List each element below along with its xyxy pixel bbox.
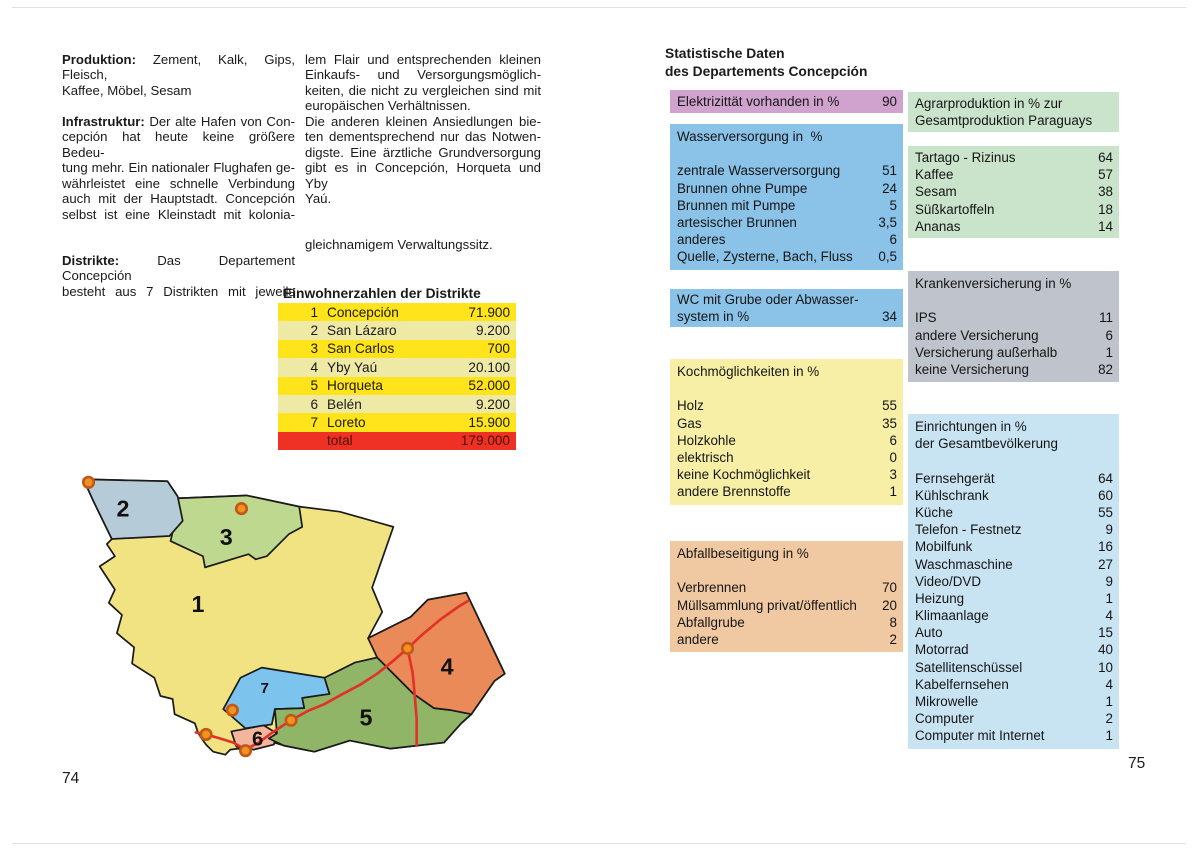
- stat-label: Waschmaschine: [915, 556, 1013, 572]
- stat-value: 27: [1098, 556, 1113, 572]
- text-line: [305, 129, 541, 144]
- district-number: 7: [310, 415, 318, 431]
- stat-value: 64: [1098, 150, 1113, 165]
- stat-row: [670, 466, 903, 483]
- stat-label: Kabelfernsehen: [915, 676, 1009, 692]
- stat-value: 1: [1105, 728, 1113, 744]
- stat-label: Müllsammlung privat/öffentlich: [677, 597, 857, 613]
- district-number: 1: [310, 304, 318, 320]
- text-span: Yaú.: [305, 191, 332, 207]
- stat-label: Wasserversorgung in %: [677, 129, 823, 144]
- map-label-2: 2: [116, 495, 130, 522]
- text-line: [62, 253, 295, 284]
- body-text-column-1: [62, 52, 295, 299]
- stat-value: 57: [1098, 167, 1113, 183]
- stat-row: [908, 183, 1119, 200]
- stat-row: [908, 166, 1119, 183]
- stat-label: elektrisch: [677, 449, 734, 465]
- text-span: ten dementsprechend nur das Notwen-: [305, 129, 541, 145]
- text-line: [305, 83, 541, 98]
- stat-row: [670, 291, 903, 308]
- stat-row: [670, 597, 903, 614]
- stat-row: [908, 487, 1119, 504]
- stat-label: Klimaanlage: [915, 608, 989, 624]
- district-row: [278, 303, 516, 321]
- stat-row: [908, 112, 1119, 129]
- stat-row: [908, 624, 1119, 641]
- stat-value: 14: [1098, 218, 1113, 234]
- text-span: gibt es in Concepción, Horqueta und Yby: [305, 160, 541, 191]
- stat-value: 1: [889, 484, 897, 500]
- stat-label: Satellitenschüssel: [915, 659, 1023, 675]
- stat-label: Abfallbeseitigung in %: [677, 546, 809, 561]
- concepcion-districts-map: [56, 458, 512, 777]
- stat-value: 34: [882, 309, 897, 325]
- stat-row: [908, 504, 1119, 521]
- stat-row: [670, 180, 903, 197]
- statistics-title-line1: Statistische Daten: [665, 46, 785, 61]
- stat-label: Video/DVD: [915, 573, 981, 589]
- stat-label: Versicherung außerhalb: [915, 344, 1058, 360]
- stat-row: [908, 309, 1119, 326]
- stat-value: 3: [889, 467, 897, 483]
- district-row: [278, 377, 516, 395]
- district-row: [278, 358, 516, 376]
- stat-row: [908, 573, 1119, 590]
- district-name: Horqueta: [327, 378, 383, 394]
- stat-row: [908, 292, 1119, 309]
- stat-value: 35: [882, 415, 897, 431]
- stat-label: andere: [677, 631, 719, 647]
- stat-row: [908, 659, 1119, 676]
- district-row: [278, 340, 516, 358]
- stat-row: [908, 149, 1119, 166]
- stat-row: [670, 197, 903, 214]
- stat-value: 15: [1098, 625, 1113, 641]
- stat-row: [908, 693, 1119, 710]
- town-marker: [286, 715, 297, 726]
- stat-row: [670, 162, 903, 179]
- text-span: digste. Eine ärztliche Grundversorgung: [305, 144, 541, 160]
- text-span: gleichnamigem Verwaltungssitz.: [305, 237, 493, 253]
- text-line: [305, 145, 541, 160]
- stat-row: [908, 727, 1119, 744]
- district-total-value: 179.000: [460, 433, 510, 449]
- stat-value: 4: [1105, 676, 1113, 692]
- stat-label: Küche: [915, 504, 953, 520]
- stat-row: [670, 614, 903, 631]
- scan-artifact-line: [12, 843, 1186, 844]
- stat-row: [670, 128, 903, 145]
- district-row: [278, 395, 516, 413]
- text-line: [305, 98, 541, 113]
- stat-value: 9: [1105, 573, 1113, 589]
- stat-row: [670, 231, 903, 248]
- district-total-row: [278, 432, 516, 450]
- stat-row: [670, 483, 903, 500]
- stat-label: Agrarproduktion in % zur: [915, 96, 1063, 111]
- stat-row: [908, 710, 1119, 727]
- stat-table-elektrizitaet: [670, 90, 903, 113]
- text-span: Kaffee, Möbel, Sesam: [62, 82, 192, 98]
- stat-label: Heizung: [915, 590, 965, 606]
- text-line: [62, 52, 295, 83]
- stat-value: 3,5: [878, 214, 897, 230]
- text-line: [305, 207, 541, 222]
- district-row: [278, 321, 516, 339]
- map-label-1: 1: [191, 590, 205, 617]
- stat-value: 24: [882, 180, 897, 196]
- town-marker: [83, 477, 94, 488]
- stat-row: [670, 397, 903, 414]
- stat-label: anderes: [677, 232, 726, 248]
- stat-row: [670, 631, 903, 648]
- town-marker: [402, 643, 413, 654]
- stat-label: Krankenversicherung in %: [915, 276, 1072, 291]
- stat-label: Tartago - Rizinus: [915, 150, 1016, 165]
- stat-row: [908, 607, 1119, 624]
- stat-row: [908, 538, 1119, 555]
- stat-label: Elektrizittät vorhanden in %: [677, 94, 840, 109]
- text-span: selbst ist eine Kleinstadt mit kolonia-: [62, 206, 295, 222]
- stat-row: [908, 641, 1119, 658]
- text-span: cepción hat heute keine größere Bedeu-: [62, 129, 295, 160]
- district-row: [278, 413, 516, 431]
- page-number-left: 74: [62, 770, 80, 787]
- bold-lead: Infrastruktur:: [62, 113, 145, 129]
- stat-value: 64: [1098, 470, 1113, 486]
- stat-label: Fernsehgerät: [915, 470, 995, 486]
- stat-row: [908, 435, 1119, 452]
- stat-row: [670, 579, 903, 596]
- stat-row: [670, 415, 903, 432]
- stat-table-krankenversicherung: [908, 271, 1119, 382]
- stat-row: [670, 545, 903, 562]
- district-number: 6: [310, 396, 318, 412]
- text-span: Zement, Kalk, Gips, Fleisch,: [62, 52, 295, 83]
- town-marker: [240, 745, 251, 756]
- stat-table-agrar-data: [908, 146, 1119, 238]
- town-marker: [201, 729, 212, 740]
- stat-table-kochmoeglichkeiten: [670, 359, 903, 505]
- stat-value: 2: [889, 631, 897, 647]
- stat-row: [670, 562, 903, 579]
- district-name: Belén: [327, 396, 362, 412]
- stat-value: 8: [889, 614, 897, 630]
- map-region-2: [83, 479, 182, 539]
- stat-label: system in %: [677, 309, 750, 325]
- text-line: [62, 160, 295, 175]
- stat-label: Computer mit Internet: [915, 728, 1045, 744]
- stat-value: 51: [882, 163, 897, 179]
- text-line: [62, 237, 295, 252]
- stat-label: andere Brennstoffe: [677, 484, 791, 500]
- text-span: Einkaufs- und Versorgungsmöglich-: [305, 67, 541, 83]
- map-label-3: 3: [219, 524, 233, 551]
- district-number: 5: [310, 378, 318, 394]
- stat-value: 9: [1105, 522, 1113, 538]
- stat-row: [908, 344, 1119, 361]
- stat-value: 18: [1098, 201, 1113, 217]
- stat-value: 6: [889, 232, 897, 248]
- stat-label: Verbrennen: [677, 580, 747, 596]
- district-number: 3: [310, 341, 318, 357]
- stat-row: [908, 556, 1119, 573]
- stat-label: Telefon - Festnetz: [915, 522, 1022, 538]
- text-line: [305, 160, 541, 191]
- stat-label: Gesamtproduktion Paraguays: [915, 113, 1093, 129]
- districts-table: [278, 303, 516, 450]
- stat-label: zentrale Wasserversorgung: [677, 163, 841, 179]
- district-population: 700: [487, 341, 510, 357]
- bold-lead: Distrikte:: [62, 252, 120, 268]
- stat-row: [670, 308, 903, 325]
- stat-value: 5: [889, 197, 897, 213]
- stat-label: keine Kochmöglichkeit: [677, 467, 811, 483]
- stat-table-agrar-header: [908, 92, 1119, 132]
- stat-label: Abfallgrube: [677, 614, 745, 630]
- stat-label: Auto: [915, 625, 943, 641]
- body-text-column-2: [305, 52, 541, 253]
- district-total-label: total: [327, 433, 353, 449]
- stat-row: [908, 418, 1119, 435]
- stat-row: [908, 95, 1119, 112]
- district-population: 20.100: [468, 359, 510, 375]
- stat-label: Ananas: [915, 218, 961, 234]
- town-marker: [236, 503, 247, 514]
- stat-value: 10: [1098, 659, 1113, 675]
- stat-label: Holz: [677, 398, 704, 414]
- stat-row: [908, 676, 1119, 693]
- text-line: [62, 207, 295, 222]
- district-name: Concepción: [327, 304, 399, 320]
- stat-table-wasserversorgung: [670, 124, 903, 270]
- stat-table-wc: [670, 289, 903, 327]
- stat-row: [908, 470, 1119, 487]
- stat-row: [670, 380, 903, 397]
- stat-label: artesischer Brunnen: [677, 214, 797, 230]
- stat-value: 38: [1098, 184, 1113, 200]
- stat-value: 6: [1105, 327, 1113, 343]
- text-line: [305, 52, 541, 67]
- stat-value: 60: [1098, 487, 1113, 503]
- stat-label: Brunnen mit Pumpe: [677, 197, 796, 213]
- text-span: keiten, die nicht zu vergleichen sind mit: [305, 82, 541, 98]
- stat-row: [670, 449, 903, 466]
- stat-row: [908, 452, 1119, 469]
- map-label-5: 5: [359, 704, 373, 731]
- stat-value: 6: [889, 432, 897, 448]
- district-name: Yby Yaú: [327, 359, 378, 375]
- map-label-7: 7: [260, 679, 269, 697]
- scan-artifact-line: [12, 7, 1186, 8]
- statistics-title: [665, 45, 867, 80]
- stat-table-einrichtungen: [908, 414, 1119, 749]
- district-name: Loreto: [327, 415, 366, 431]
- stat-label: Kaffee: [915, 167, 954, 183]
- stat-row: [670, 93, 903, 110]
- stat-label: andere Versicherung: [915, 327, 1039, 343]
- text-span: europäischen Verhältnissen.: [305, 98, 471, 114]
- bold-lead: Produktion:: [62, 52, 136, 67]
- stat-label: Computer: [915, 711, 974, 727]
- text-span: währleistet eine schnelle Verbindung: [62, 175, 295, 191]
- page-number-right: 75: [1128, 755, 1146, 772]
- stat-value: 70: [882, 580, 897, 596]
- text-line: [62, 129, 295, 160]
- stat-label: WC mit Grube oder Abwasser-: [677, 292, 859, 307]
- stat-row: [908, 275, 1119, 292]
- district-population: 9.200: [475, 323, 510, 339]
- district-number: 4: [310, 359, 318, 375]
- district-population: 9.200: [475, 396, 510, 412]
- stat-value: 55: [1098, 504, 1113, 520]
- stat-label: Kühlschrank: [915, 487, 989, 503]
- map-label-6: 6: [252, 728, 264, 751]
- stat-label: IPS: [915, 310, 937, 326]
- stat-row: [908, 361, 1119, 378]
- stat-row: [908, 327, 1119, 344]
- stat-value: 0: [889, 449, 897, 465]
- stat-value: 16: [1098, 539, 1113, 555]
- stat-row: [670, 363, 903, 380]
- stat-label: Brunnen ohne Pumpe: [677, 180, 808, 196]
- stat-label: der Gesamtbevölkerung: [915, 436, 1058, 452]
- stat-value: 1: [1105, 694, 1113, 709]
- text-line: [62, 114, 295, 129]
- map-label-4: 4: [440, 653, 454, 680]
- text-span: Der alte Hafen von Con-: [144, 113, 295, 129]
- stat-row: [908, 521, 1119, 538]
- stat-value: 1: [1105, 590, 1113, 606]
- text-span: auch mit der Hauptstadt. Concepción: [62, 191, 295, 207]
- statistics-title-line2: des Departements Concepción: [665, 63, 868, 79]
- text-span: Das Departement Concepción: [62, 252, 295, 284]
- stat-row: [670, 145, 903, 162]
- text-line: [62, 191, 295, 206]
- district-population: 71.900: [468, 304, 510, 320]
- district-population: 15.900: [468, 415, 510, 431]
- stat-label: Süßkartoffeln: [915, 201, 995, 217]
- stat-value: 2: [1105, 711, 1113, 727]
- text-line: [62, 176, 295, 191]
- stat-row: [670, 214, 903, 231]
- town-marker: [227, 705, 238, 716]
- stat-value: 4: [1105, 608, 1113, 624]
- district-name: San Carlos: [327, 341, 395, 357]
- text-line: [62, 98, 295, 113]
- stat-table-abfallbeseitigung: [670, 541, 903, 652]
- stat-row: [908, 218, 1119, 235]
- text-line: [62, 83, 295, 98]
- text-line: [305, 222, 541, 237]
- stat-row: [670, 432, 903, 449]
- stat-row: [908, 590, 1119, 607]
- stat-label: Motorrad: [915, 642, 969, 658]
- stat-label: Mikrowelle: [915, 694, 979, 709]
- stat-value: 0,5: [878, 249, 897, 265]
- stat-value: 40: [1098, 642, 1113, 658]
- stat-row: [908, 201, 1119, 218]
- stat-value: 90: [882, 94, 897, 109]
- stat-value: 55: [882, 398, 897, 414]
- districts-table-title: Einwohnerzahlen der Distrikte: [283, 286, 481, 301]
- stat-value: 11: [1099, 310, 1113, 326]
- text-span: besteht aus 7 Distrikten mit jeweils: [62, 283, 295, 299]
- text-line: [305, 237, 541, 252]
- stat-label: Holzkohle: [677, 432, 736, 448]
- stat-label: Quelle, Zysterne, Bach, Fluss: [677, 249, 853, 265]
- stat-value: 1: [1105, 344, 1113, 360]
- text-span: Die anderen kleinen Ansiedlungen bie-: [305, 113, 541, 129]
- stat-label: Gas: [677, 415, 702, 431]
- text-line: [62, 284, 295, 299]
- district-population: 52.000: [468, 378, 510, 394]
- stat-label: Einrichtungen in %: [915, 419, 1027, 434]
- text-line: [305, 191, 541, 206]
- stat-value: 82: [1098, 361, 1113, 377]
- stat-label: keine Versicherung: [915, 361, 1029, 377]
- stat-row: [670, 248, 903, 265]
- stat-label: Kochmöglichkeiten in %: [677, 364, 820, 379]
- district-name: San Lázaro: [327, 323, 397, 339]
- text-line: [62, 222, 295, 237]
- stat-label: Mobilfunk: [915, 539, 973, 555]
- stat-value: 20: [882, 597, 897, 613]
- stat-label: Sesam: [915, 184, 957, 200]
- district-number: 2: [310, 323, 318, 339]
- text-line: [305, 114, 541, 129]
- text-span: tung mehr. Ein nationaler Flughafen ge-: [62, 160, 295, 176]
- text-line: [305, 67, 541, 82]
- text-span: lem Flair und entsprechenden kleinen: [305, 52, 541, 67]
